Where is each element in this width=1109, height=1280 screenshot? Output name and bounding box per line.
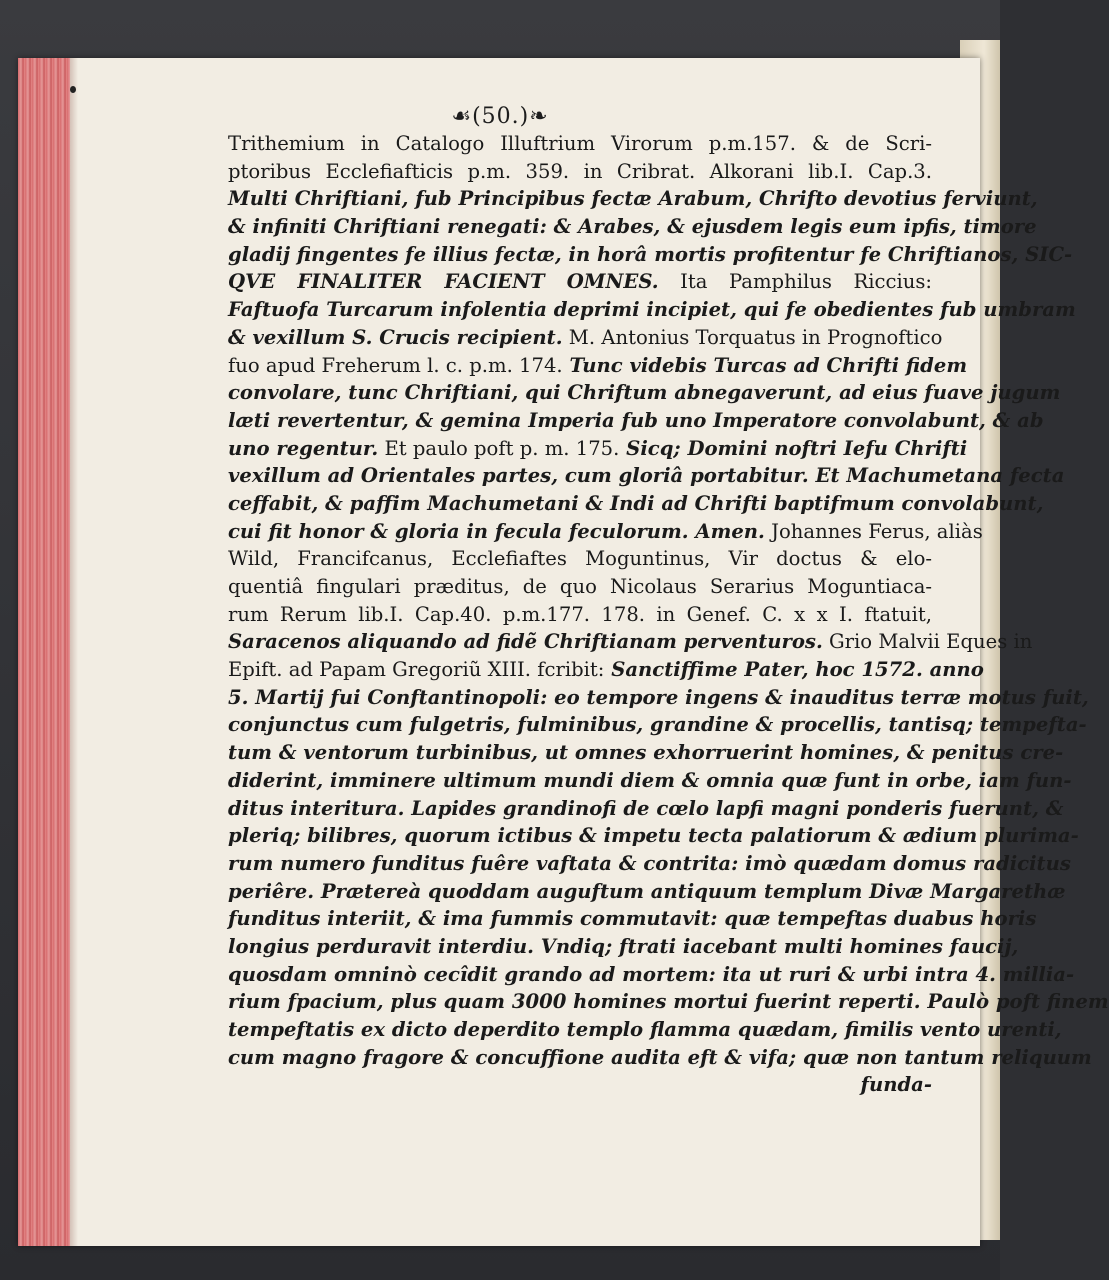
- text-line: [228, 268, 932, 296]
- italic-quotation: Multi Chriftiani, fub Principibus fectæ Arabum, Chrifto devotius ferviunt,: [228, 187, 1038, 211]
- italic-quotation: cui fit honor & gloria in fecula feculorum. Amen.: [228, 519, 765, 543]
- roman-text: Wild, Francifcanus, Ecclefiaftes Moguntinus, Vir doctus & elo-: [228, 547, 932, 571]
- body-text: [228, 130, 1109, 1099]
- text-line: [228, 988, 1109, 1016]
- roman-text: Grio Malvii Eques in: [822, 630, 1033, 654]
- italic-quotation: tum & ventorum turbinibus, ut omnes exhorruerint homines, & penitus cre-: [228, 741, 1064, 765]
- text-line: [228, 1044, 1092, 1072]
- italic-quotation: Sicq; Domini noftri Iefu Chrifti: [619, 436, 968, 460]
- italic-quotation: Tunc videbis Turcas ad Chrifti fidem: [562, 353, 968, 377]
- italic-quotation: & infiniti Chriftiani renegati: & Arabes, & ejusdem legis eum ipfis, timore: [228, 215, 1037, 239]
- italic-quotation: conjunctus cum fulgetris, fulminibus, grandine & procellis, tantisq; tempefta-: [228, 713, 1087, 737]
- italic-quotation: vexillum ad Orientales partes, cum gloriâ portabitur. Et Machumetana fecta: [228, 464, 1065, 488]
- italic-quotation: cum magno fragore & concuffione audita eft & vifa; quæ non tantum reliquum: [228, 1045, 1092, 1069]
- text-line: [228, 185, 1038, 213]
- roman-text: fuo apud Freherum l. c. p.m. 174.: [228, 353, 563, 377]
- text-line: [228, 1071, 932, 1099]
- text-line: [228, 1016, 1062, 1044]
- roman-text: ptoribus Ecclefiafticis p.m. 359. in Cribrat. Alkorani lib.I. Cap.3.: [228, 159, 932, 183]
- roman-text: Johannes Ferus, aliàs: [764, 519, 983, 543]
- text-line: [228, 158, 932, 186]
- roman-text: Epift. ad Papam Gregoriũ XIII. fcribit:: [228, 658, 605, 682]
- italic-quotation: rum numero funditus fuêre vaftata & contrita: imò quædam domus radicitus: [228, 851, 1071, 875]
- roman-text: Trithemium in Catalogo Illuftrium Virorum p.m.157. & de Scri-: [228, 132, 932, 155]
- text-line: [228, 435, 968, 463]
- text-line: [228, 684, 1089, 712]
- italic-quotation: convolare, tunc Chriftiani, qui Chriftum abnegaverunt, ad eius fuave jugum: [228, 381, 1061, 405]
- text-line: [228, 767, 1072, 795]
- text-line: [228, 130, 932, 158]
- text-line: [228, 711, 1087, 739]
- italic-quotation: ceffabit, & paffim Machumetani & Indi ad Chrifti baptifmum convolabunt,: [228, 491, 1044, 515]
- roman-text: quentiâ fingulari præditus, de quo Nicolaus Serarius Moguntiaca-: [228, 575, 932, 598]
- text-line: [228, 490, 1044, 518]
- text-line: [228, 739, 1064, 767]
- italic-quotation: læti revertentur, & gemina Imperia fub uno Imperatore convolabunt, & ab: [228, 408, 1044, 432]
- roman-text: Ita Pamphilus Riccius:: [658, 270, 932, 294]
- roman-text: rum Rerum lib.I. Cap.40. p.m.177. 178. in Genef. C. x x I. ftatuit,: [228, 602, 932, 626]
- italic-quotation: gladij fingentes fe illius fectæ, in horâ mortis profitentur fe Chriftianos, SIC-: [228, 242, 1073, 266]
- text-line: [228, 822, 1079, 850]
- italic-quotation: Saracenos aliquando ad fidẽ Chriftianam perventuros.: [228, 630, 823, 654]
- text-line: [228, 933, 1019, 961]
- text-line: [228, 656, 984, 684]
- roman-text: Et paulo poft p. m. 175.: [378, 436, 620, 460]
- italic-quotation: rium fpacium, plus quam 3000 homines mortui fuerint reperti. Paulò poft finem: [228, 990, 1109, 1014]
- roman-text: M. Antonius Torquatus in Prognoftico: [562, 325, 943, 349]
- text-line: [228, 795, 1064, 823]
- italic-quotation: QVE FINALITER FACIENT OMNES.: [228, 270, 659, 294]
- text-line: [228, 878, 1066, 906]
- italic-quotation: quosdam omninò cecîdit grando ad mortem: ita ut ruri & urbi intra 4. millia-: [228, 962, 1075, 986]
- text-line: [228, 213, 1037, 241]
- text-line: [228, 241, 1073, 269]
- italic-quotation: uno regentur.: [228, 436, 379, 460]
- text-line: [228, 961, 1075, 989]
- red-page-edge: [18, 58, 70, 1246]
- text-line: [228, 573, 932, 601]
- text-line: [228, 324, 943, 352]
- text-line: [228, 296, 1076, 324]
- italic-quotation: tempeftatis ex dicto deperdito templo flamma quædam, fimilis vento urenti,: [228, 1018, 1062, 1041]
- text-line: [228, 352, 968, 380]
- ink-dot-mark: [70, 86, 76, 93]
- italic-quotation: 5. Martij fui Conftantinopoli: eo tempore ingens & inauditus terræ motus fuit,: [228, 685, 1089, 709]
- italic-quotation: funditus interiit, & ima fummis commutavit: quæ tempeftas duabus horis: [228, 907, 1037, 931]
- italic-quotation: ditus interitura. Lapides grandinofi de cœlo lapfi magni ponderis fuerunt, &: [228, 796, 1064, 820]
- text-line: [228, 407, 1044, 435]
- italic-quotation: Faftuofa Turcarum infolentia deprimi incipiet, qui fe obedientes fub umbram: [228, 298, 1076, 322]
- italic-quotation: longius perduravit interdiu. Vndiq; ftrati iacebant multi homines faucij,: [228, 934, 1019, 958]
- text-line: [228, 379, 1061, 407]
- italic-quotation: & vexillum S. Crucis recipient.: [228, 325, 563, 349]
- page-number-header: ☙(50.)❧: [451, 104, 549, 129]
- italic-quotation: funda-: [860, 1073, 932, 1097]
- italic-quotation: Sanctiffime Pater, hoc 1572. anno: [604, 658, 984, 682]
- text-line: [228, 545, 932, 573]
- text-line: [228, 462, 1065, 490]
- italic-quotation: pleriq; bilibres, quorum ictibus & impetu tecta palatiorum & ædium plurima-: [228, 824, 1079, 848]
- text-line: [228, 628, 1033, 656]
- italic-quotation: periêre. Prætereà quoddam auguftum antiquum templum Divæ Margarethæ: [228, 879, 1066, 903]
- text-line: [228, 601, 932, 629]
- text-line: [228, 850, 1071, 878]
- italic-quotation: diderint, imminere ultimum mundi diem & omnia quæ funt in orbe, iam fun-: [228, 768, 1072, 792]
- text-line: [228, 905, 1037, 933]
- text-line: [228, 518, 983, 546]
